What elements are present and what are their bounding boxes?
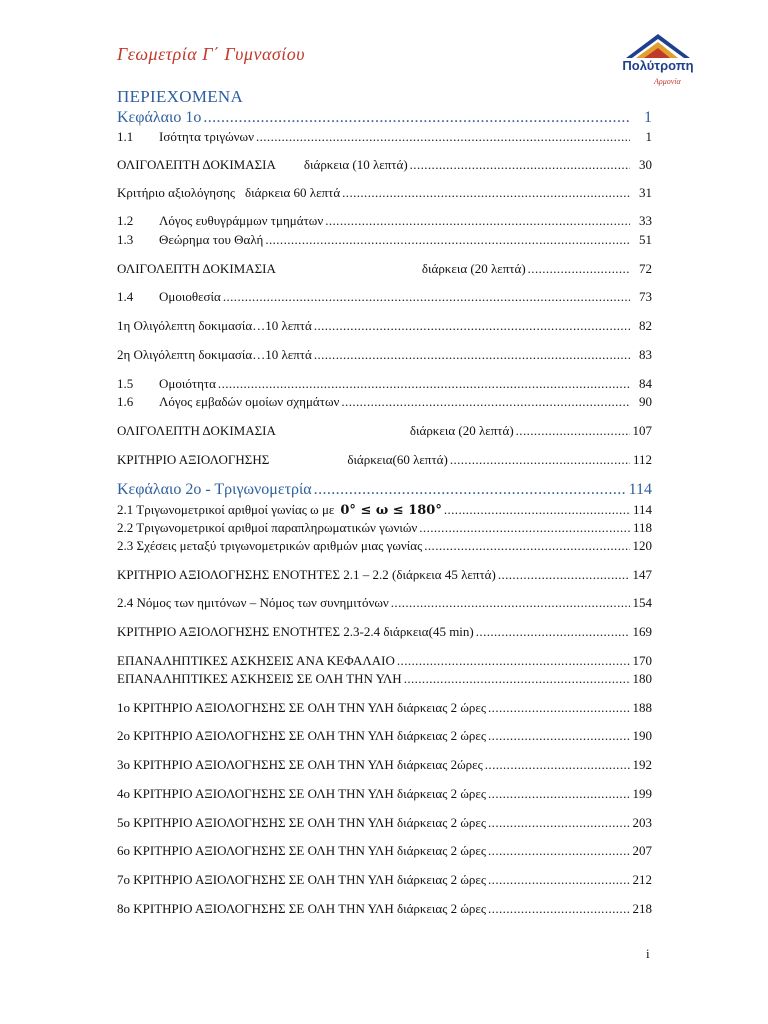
dot-leader (488, 901, 630, 917)
page-number: 1 (644, 109, 652, 126)
toc-entry[interactable] (117, 394, 652, 410)
page-number: 218 (632, 901, 652, 916)
dot-leader (528, 261, 630, 277)
page-number: 207 (632, 843, 652, 858)
entry-label: ΕΠΑΝΑΛΗΠΤΙΚΕΣ ΑΣΚΗΣΕΙΣ ΑΝΑ ΚΕΦΑΛΑΙΟ (117, 653, 395, 668)
toc-entry[interactable] (117, 538, 652, 554)
entry-label: Ισότητα τριγώνων (159, 129, 254, 144)
dot-leader (498, 567, 630, 583)
entry-duration: διάρκεια(60 λεπτά) (347, 452, 448, 467)
toc-heading: ΠΕΡΙΕΧΟΜΕΝΑ (117, 87, 244, 106)
dot-leader (223, 289, 630, 305)
toc-entry[interactable] (117, 232, 652, 248)
section-number: 1.2 (117, 213, 134, 228)
footer-page-number: i (646, 946, 650, 961)
page-number: 90 (639, 394, 652, 409)
toc-entry[interactable] (117, 728, 652, 744)
toc-entry[interactable] (117, 376, 652, 392)
dot-leader (488, 872, 630, 888)
entry-label: Ομοιότητα (159, 376, 216, 391)
entry-label: 2.3 Σχέσεις μεταξύ τριγωνομετρικών αριθμών μιας γωνίας (117, 538, 423, 553)
toc-entry[interactable] (117, 757, 652, 773)
dot-leader (325, 213, 630, 229)
entry-label: 2.4 Νόμος των ημιτόνων – Νόμος των συνημιτόνων (117, 595, 389, 610)
toc-entry[interactable] (117, 347, 652, 363)
dot-leader (488, 786, 630, 802)
entry-label: Ομοιοθεσία (159, 289, 221, 304)
entry-label: Κριτήριο αξιολόγησης (117, 185, 236, 200)
toc-entry[interactable] (117, 567, 652, 583)
page-number: 180 (632, 671, 652, 686)
toc-entry[interactable] (117, 653, 652, 669)
page-number: 114 (632, 502, 652, 517)
entry-label: 7ο ΚΡΙΤΗΡΙΟ ΑΞΙΟΛΟΓΗΣΗΣ ΣΕ ΟΛΗ ΤΗΝ ΥΛΗ διάρκειας 2 ώρες (117, 872, 487, 887)
dot-leader (488, 728, 630, 744)
dot-leader (341, 394, 630, 410)
entry-label: ΚΡΙΤΗΡΙΟ ΑΞΙΟΛΟΓΗΣΗΣ ΕΝΟΤΗΤΕΣ 2.1 – 2.2 (διάρκεια 45 λεπτά) (117, 567, 496, 582)
entry-label: 3ο ΚΡΙΤΗΡΙΟ ΑΞΙΟΛΟΓΗΣΗΣ ΣΕ ΟΛΗ ΤΗΝ ΥΛΗ διάρκειας 2ώρες (117, 757, 483, 772)
page-number: 120 (632, 538, 652, 553)
page-number: 30 (639, 157, 652, 172)
entry-duration: διάρκεια 60 λεπτά (245, 185, 341, 200)
entry-label: ΟΛΙΓΟΛΕΠΤΗ ΔΟΚΙΜΑΣΙΑ (117, 157, 276, 172)
page-number: 33 (639, 213, 652, 228)
entry-label: Θεώρημα του Θαλή (159, 232, 264, 247)
section-number: 1.4 (117, 289, 134, 304)
toc-entry[interactable] (117, 289, 652, 305)
toc-entry[interactable] (117, 185, 652, 201)
page-number: 188 (632, 700, 652, 715)
page-number: 147 (632, 567, 652, 582)
toc-entry[interactable] (117, 213, 652, 229)
dot-leader (203, 108, 630, 127)
dot-leader (256, 129, 630, 145)
section-number: 1.5 (117, 376, 134, 391)
entry-label: 1η Ολιγόλεπτη δοκιμασία…10 λεπτά (117, 318, 312, 333)
entry-label: 2η Ολιγόλεπτη δοκιμασία…10 λεπτά (117, 347, 312, 362)
page-number: 192 (632, 757, 652, 772)
dot-leader (444, 502, 630, 518)
dot-leader (314, 347, 630, 363)
entry-label: 1ο ΚΡΙΤΗΡΙΟ ΑΞΙΟΛΟΓΗΣΗΣ ΣΕ ΟΛΗ ΤΗΝ ΥΛΗ διάρκειας 2 ώρες (117, 700, 487, 715)
page-number: 170 (632, 653, 652, 668)
page-number: 1 (645, 129, 652, 144)
dot-leader (342, 185, 630, 201)
dot-leader (218, 376, 630, 392)
page-number: 112 (632, 452, 652, 467)
entry-label: 6ο ΚΡΙΤΗΡΙΟ ΑΞΙΟΛΟΓΗΣΗΣ ΣΕ ΟΛΗ ΤΗΝ ΥΛΗ διάρκειας 2 ώρες (117, 843, 487, 858)
entry-label: ΕΠΑΝΑΛΗΠΤΙΚΕΣ ΑΣΚΗΣΕΙΣ ΣΕ ΟΛΗ ΤΗΝ ΥΛΗ (117, 671, 402, 686)
entry-label: 2.2 Τριγωνομετρικοί αριθμοί παραπληρωματικών γωνιών (117, 520, 418, 535)
entry-label: ΟΛΙΓΟΛΕΠΤΗ ΔΟΚΙΜΑΣΙΑ (117, 261, 276, 276)
entry-label: 4ο ΚΡΙΤΗΡΙΟ ΑΞΙΟΛΟΓΗΣΗΣ ΣΕ ΟΛΗ ΤΗΝ ΥΛΗ διάρκειας 2 ώρες (117, 786, 487, 801)
toc-entry[interactable] (117, 157, 652, 173)
toc-entry[interactable] (117, 872, 652, 888)
toc-entry[interactable] (117, 423, 652, 439)
toc-entry[interactable] (117, 843, 652, 859)
document-header-title: Γεωμετρία Γ΄ Γυμνασίου (117, 44, 306, 64)
section-number: 1.6 (117, 394, 134, 409)
dot-leader (419, 520, 630, 536)
dot-leader (265, 232, 630, 248)
toc-entry[interactable] (117, 671, 652, 687)
toc-entry[interactable] (117, 452, 652, 468)
toc-entry[interactable] (117, 318, 652, 334)
dot-leader (314, 318, 630, 334)
page-number: 31 (639, 185, 652, 200)
entry-label: Λόγος ευθυγράμμων τμημάτων (159, 213, 324, 228)
entry-label: 5ο ΚΡΙΤΗΡΙΟ ΑΞΙΟΛΟΓΗΣΗΣ ΣΕ ΟΛΗ ΤΗΝ ΥΛΗ διάρκειας 2 ώρες (117, 815, 487, 830)
entry-label: 8ο ΚΡΙΤΗΡΙΟ ΑΞΙΟΛΟΓΗΣΗΣ ΣΕ ΟΛΗ ΤΗΝ ΥΛΗ διάρκειας 2 ώρες (117, 901, 487, 916)
dot-leader (488, 843, 630, 859)
entry-label: Λόγος εμβαδών ομοίων σχημάτων (159, 394, 340, 409)
toc-chapter-1[interactable] (117, 108, 652, 127)
dot-leader (397, 653, 630, 669)
page-number: 203 (632, 815, 652, 830)
dot-leader (424, 538, 630, 554)
entry-label: ΚΡΙΤΗΡΙΟ ΑΞΙΟΛΟΓΗΣΗΣ (117, 452, 270, 467)
toc-chapter-2[interactable] (117, 480, 652, 499)
dot-leader (410, 157, 630, 173)
page-number: 73 (639, 289, 652, 304)
dot-leader (476, 624, 630, 640)
chapter-label: Κεφάλαιο 1ο (117, 109, 202, 126)
page-number: 72 (639, 261, 652, 276)
page-number: 212 (632, 872, 652, 887)
dot-leader (404, 671, 630, 687)
toc-entry[interactable] (117, 700, 652, 716)
toc-entry[interactable] (117, 261, 652, 277)
toc-entry[interactable] (117, 815, 652, 831)
toc-entry[interactable] (117, 624, 652, 640)
dot-leader (391, 595, 630, 611)
logo-text: Πολύτροπη (622, 58, 694, 73)
toc-entry[interactable] (117, 520, 652, 536)
toc-entry[interactable] (117, 786, 652, 802)
dot-leader (314, 480, 627, 499)
page-number: 51 (639, 232, 652, 247)
entry-label: 2.1 Τριγωνομετρικοί αριθμοί γωνίας ω με (117, 502, 335, 517)
publisher-logo (612, 30, 708, 90)
toc-entry[interactable] (117, 129, 652, 145)
page-number: 154 (632, 595, 652, 610)
page-number: 84 (639, 376, 652, 391)
page-number: 82 (639, 318, 652, 333)
entry-label: ΚΡΙΤΗΡΙΟ ΑΞΙΟΛΟΓΗΣΗΣ ΕΝΟΤΗΤΕΣ 2.3-2.4 διάρκεια(45 min) (117, 624, 474, 639)
section-number: 1.3 (117, 232, 134, 247)
page-number: 107 (632, 423, 652, 438)
dot-leader (450, 452, 630, 468)
page-number: 190 (632, 728, 652, 743)
angle-range-formula: 0° ≤ ω ≤ 180° (340, 503, 442, 518)
page-number: 169 (632, 624, 652, 639)
section-number: 1.1 (117, 129, 134, 144)
logo-subtext: Αρμονία (654, 77, 681, 86)
dot-leader (516, 423, 630, 439)
entry-duration: διάρκεια (10 λεπτά) (303, 157, 408, 172)
page-number: 83 (639, 347, 652, 362)
chapter-label: Κεφάλαιο 2ο - Τριγωνομετρία (117, 481, 312, 498)
toc-entry[interactable] (117, 502, 652, 519)
toc-entry[interactable] (117, 595, 652, 611)
entry-duration: διάρκεια (20 λεπτά) (409, 423, 514, 438)
entry-label: 2ο ΚΡΙΤΗΡΙΟ ΑΞΙΟΛΟΓΗΣΗΣ ΣΕ ΟΛΗ ΤΗΝ ΥΛΗ διάρκειας 2 ώρες (117, 728, 487, 743)
page-number: 118 (632, 520, 652, 535)
toc-entry[interactable] (117, 901, 652, 917)
entry-duration: διάρκεια (20 λεπτά) (421, 261, 526, 276)
dot-leader (485, 757, 630, 773)
dot-leader (488, 700, 630, 716)
page-number: 199 (632, 786, 652, 801)
page-number: 114 (628, 481, 652, 498)
dot-leader (488, 815, 630, 831)
entry-label: ΟΛΙΓΟΛΕΠΤΗ ΔΟΚΙΜΑΣΙΑ (117, 423, 276, 438)
